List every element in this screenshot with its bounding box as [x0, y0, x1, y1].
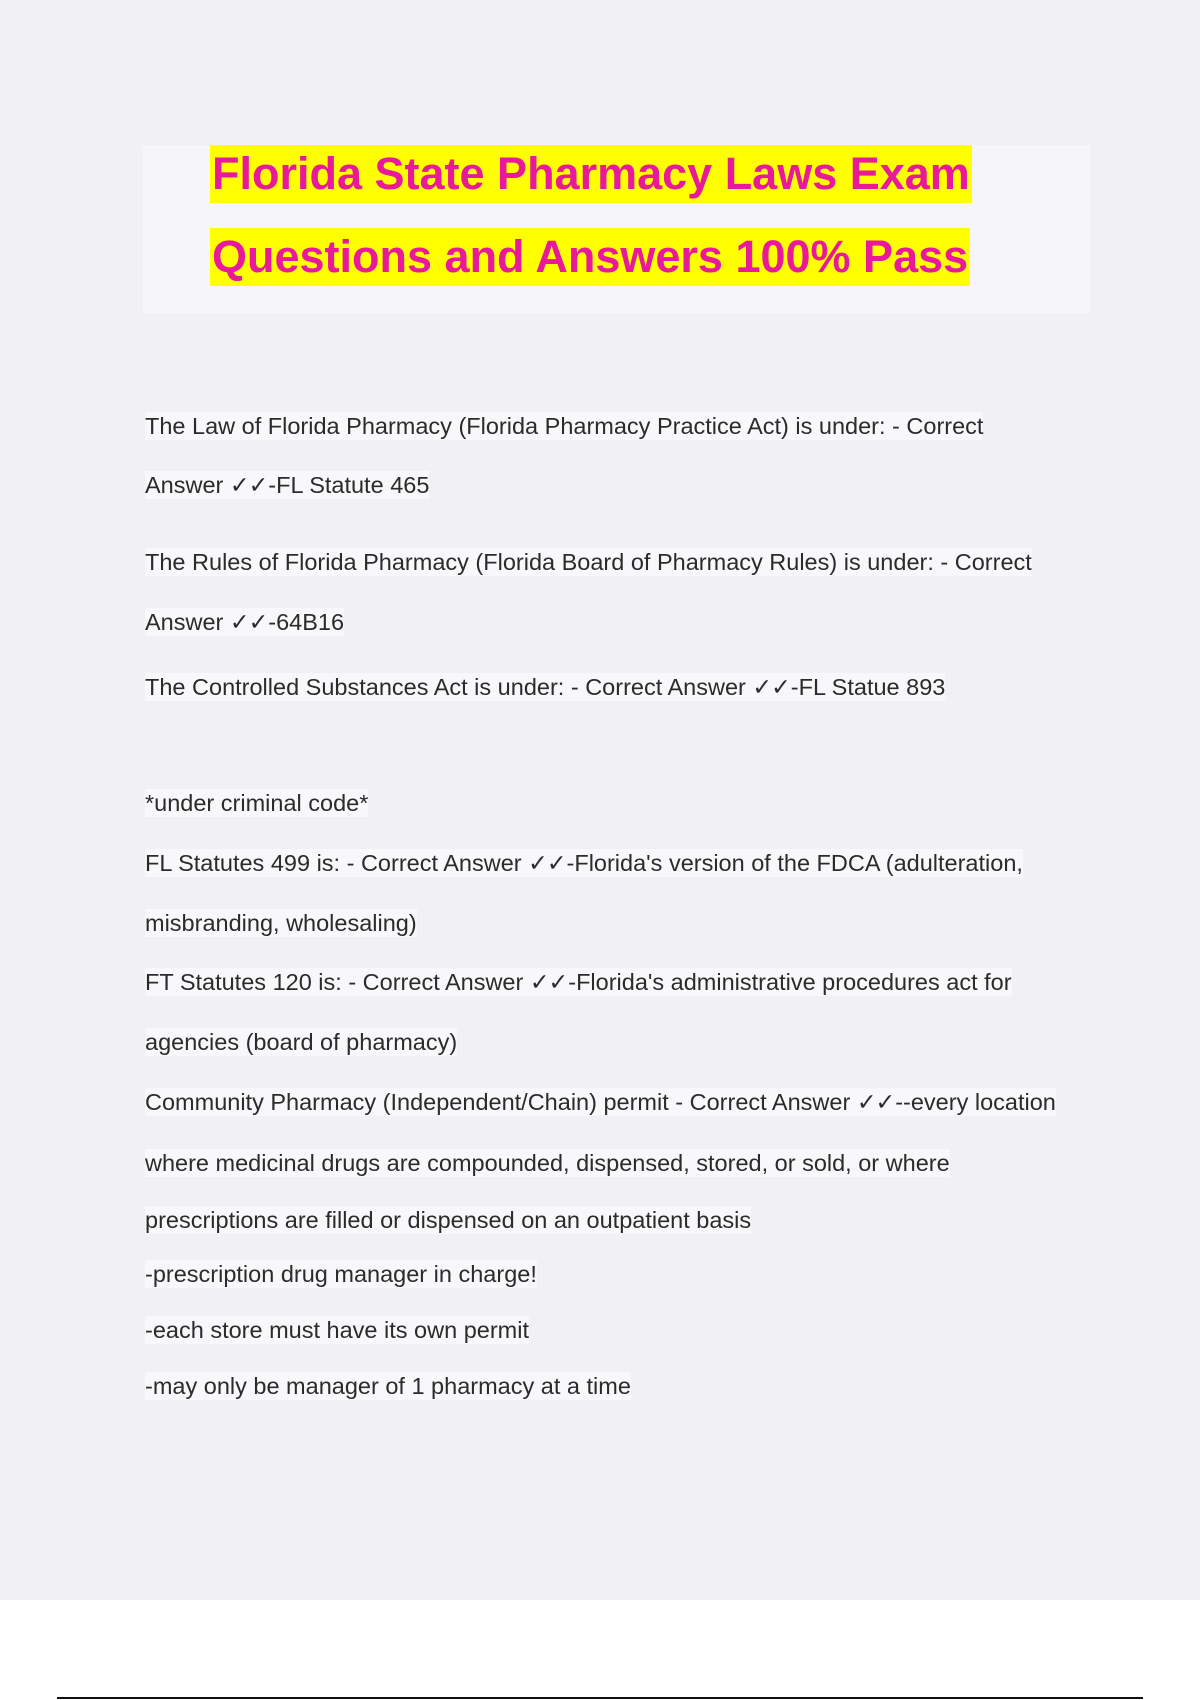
answer-3-text: -FL Statue 893 [790, 674, 946, 700]
check-icon: ✓✓ [229, 609, 268, 635]
answer-6-line-4: -prescription drug manager in charge! [145, 1261, 537, 1287]
answer-1-text: -FL Statute 465 [268, 472, 430, 498]
check-icon: ✓✓ [856, 1089, 895, 1115]
footer-divider [57, 1697, 1143, 1699]
check-icon: ✓✓ [752, 674, 790, 700]
question-3-prefix: The Controlled Substances Act is under: - Correct Answer [145, 674, 753, 700]
question-5-prefix: FT Statutes 120 is: - Correct Answer [145, 969, 530, 995]
answer-6-line-2: where medicinal drugs are compounded, dispensed, stored, or sold, or where [145, 1150, 950, 1176]
question-6-prefix: Community Pharmacy (Independent/Chain) permit - Correct Answer [145, 1089, 857, 1115]
answer-1-line [145, 471, 429, 499]
answer-6-line-6: -may only be manager of 1 pharmacy at a time [145, 1373, 631, 1399]
question-6-line [145, 1088, 1056, 1116]
question-3-line [145, 673, 945, 701]
answer-4-line-2: misbranding, wholesaling) [145, 910, 417, 936]
answer-1-prefix: Answer [145, 472, 230, 498]
question-2-line-1: The Rules of Florida Pharmacy (Florida Board of Pharmacy Rules) is under: - Correct [145, 549, 1032, 575]
answer-6-line-3: prescriptions are filled or dispensed on an outpatient basis [145, 1207, 752, 1233]
question-1-line-1: The Law of Florida Pharmacy (Florida Pharmacy Practice Act) is under: - Correct [145, 413, 984, 439]
answer-5-text: -Florida's administrative procedures act for [568, 969, 1012, 995]
answer-2-prefix: Answer [145, 609, 230, 635]
check-icon: ✓✓ [229, 472, 268, 498]
check-icon: ✓✓ [528, 850, 566, 876]
document-title-line-1: Florida State Pharmacy Laws Exam [210, 145, 972, 203]
answer-4-text: -Florida's version of the FDCA (adulteration, [566, 850, 1023, 876]
answer-6-line-5: -each store must have its own permit [145, 1317, 529, 1343]
note-criminal-code: *under criminal code* [145, 790, 369, 816]
answer-6-text: --every location [895, 1089, 1056, 1115]
question-4-prefix: FL Statutes 499 is: - Correct Answer [145, 850, 529, 876]
question-4-line [145, 849, 1023, 877]
document-title-line-2: Questions and Answers 100% Pass [210, 228, 970, 286]
answer-2-text: -64B16 [268, 609, 345, 635]
answer-5-line-2: agencies (board of pharmacy) [145, 1029, 458, 1055]
question-5-line [145, 968, 1012, 996]
answer-2-line [145, 608, 344, 636]
check-icon: ✓✓ [529, 969, 568, 995]
